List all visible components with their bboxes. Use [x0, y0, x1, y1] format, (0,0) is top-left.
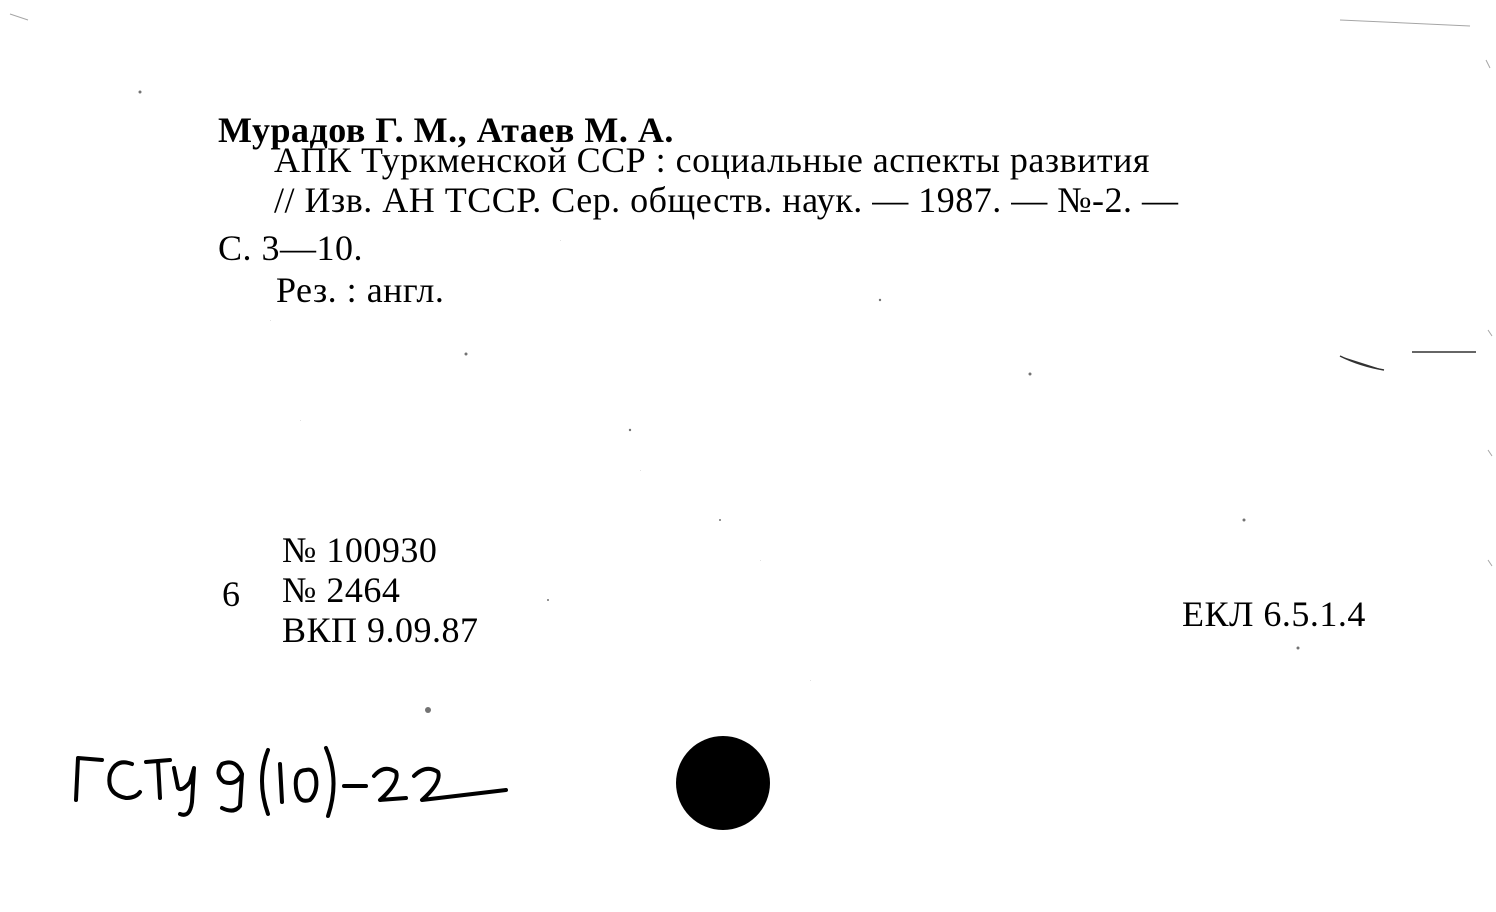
ekl-code: ЕКЛ 6.5.1.4 — [1182, 594, 1366, 634]
entry-number: № 2464 — [282, 570, 401, 610]
source-line: // Изв. АН ТССР. Сер. обществ. наук. — 1987. — №-2. — — [274, 180, 1179, 220]
vkp-date: ВКП 9.09.87 — [282, 610, 479, 650]
record-title: АПК Туркменской ССР : социальные аспекты развития — [274, 140, 1150, 180]
copies-count: 6 — [222, 574, 241, 614]
record-number: № 100930 — [282, 530, 438, 570]
summary-line: Рез. : англ. — [276, 270, 445, 310]
ink-blot — [676, 736, 770, 830]
handwritten-code — [66, 730, 526, 840]
pages-line: С. 3—10. — [218, 228, 364, 268]
authors: Мурадов Г. М., Атаев М. А. — [218, 110, 674, 150]
